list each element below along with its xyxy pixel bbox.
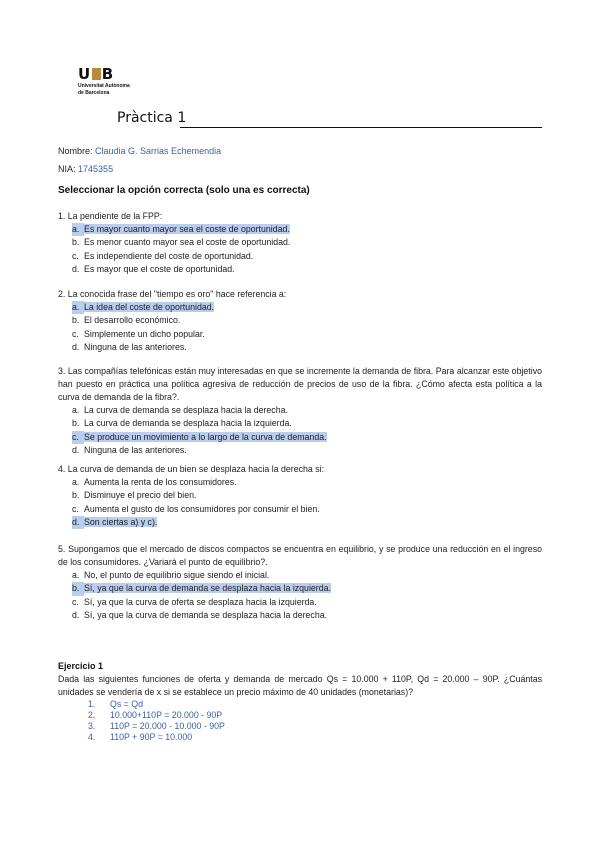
option-a[interactable]: a. La curva de demanda se desplaza hacia la derecha. [72,405,288,415]
step-item: 4. 110P + 90P = 10.000 [88,732,193,742]
logo-subtitle-2: de Barcelona [78,90,110,96]
option-c[interactable]: c. Es independiente del coste de oportunidad. [72,250,254,261]
question-3 [58,365,542,457]
solution-steps [58,699,542,743]
title-underline [180,127,542,128]
option-b[interactable]: b. El desarrollo económico. [72,315,181,326]
options-list [58,301,542,354]
option-c[interactable]: c. Se produce un movimiento a lo largo de la curva de demanda. [72,431,542,444]
question-1 [58,210,542,276]
title-row [117,108,542,132]
student-nia-row [58,164,113,174]
question-text: 5. Supongamos que el mercado de discos compactos se encuentra en equilibrio, y se produce una reducción en el ingreso de los consumidores. ¿Variará el punto de equilibrio?. [58,544,542,567]
logo-mark: U B [78,65,114,83]
logo-subtitle-1: Universitat Autònoma [78,83,130,89]
page-title: Pràctica 1 [117,110,187,126]
option-d[interactable]: d. Ninguna de las anteriores. [72,341,187,352]
university-logo [78,66,158,96]
option-a[interactable]: a. No, el punto de equilibrio sigue siendo el inicial. [72,570,270,580]
option-a[interactable]: a. La idea del coste de oportunidad. [72,301,542,314]
option-a[interactable]: a. Es mayor cuanto mayor sea el coste de oportunidad. [72,223,542,236]
nia-label: NIA: [58,164,76,174]
question-4 [58,463,542,529]
exercise-title: Ejercicio 1 [58,661,104,671]
question-5 [58,543,542,622]
option-b[interactable]: b. Sí, ya que la curva de demanda se desplaza hacia la izquierda. [72,582,542,595]
options-list [58,569,542,622]
question-text: 4. La curva de demanda de un bien se desplaza hacia la derecha si: [58,464,325,474]
step-item: 2. 10.000+110P = 20.000 - 90P [88,710,223,720]
option-c[interactable]: c. Sí, ya que la curva de oferta se desplaza hacia la izquierda. [72,596,317,607]
student-name-row [58,146,221,156]
options-list [58,476,542,529]
step-item: 1. Qs = Qd [88,699,144,709]
question-text: 1. La pendiente de la FPP: [58,211,163,221]
step-item: 3. 110P = 20.000 - 10.000 - 90P [88,721,225,731]
options-list [58,223,542,276]
option-d[interactable]: d. Es mayor que el coste de oportunidad. [72,263,235,274]
nia-value: 1745355 [78,164,114,174]
option-b[interactable]: b. Es menor cuanto mayor sea el coste de oportunidad. [72,237,291,248]
question-text: 2. La conocida frase del "tiempo es oro" hace referencia a: [58,289,287,299]
exercise-1 [58,660,542,743]
option-d[interactable]: d. Ninguna de las anteriores. [72,444,187,455]
instructions-heading: Seleccionar la opción correcta (solo una es correcta) [58,185,310,196]
options-list [58,404,542,457]
option-b[interactable]: b. La curva de demanda se desplaza hacia la izquierda. [72,418,292,429]
name-label: Nombre: [58,146,93,156]
option-d[interactable]: d. Sí, ya que la curva de demanda se desplaza hacia la derecha. [72,609,328,620]
question-2 [58,288,542,354]
option-a[interactable]: a. Aumenta la renta de los consumidores. [72,477,237,487]
option-c[interactable]: c. Simplemente un dicho popular. [72,328,205,339]
option-d[interactable]: d. Son ciertas a) y c). [72,516,542,529]
name-value: Claudia G. Sarrias Echemendia [95,146,222,156]
option-c[interactable]: c. Aumenta el gusto de los consumidores por consumir el bien. [72,503,320,514]
logo-accent-block [92,68,101,80]
question-text: 3. Las compañías telefónicas están muy interesadas en que se incremente la demanda de fibra. Para alcanzar este objetivo han puesto en práctica una política agresiva de reducción de precios de uso de la fibra. ¿Cómo afecta esta política a la curva de demanda de la fibra?. [58,366,542,402]
exercise-text: Dada las siguientes funciones de oferta y demanda de mercado Qs = 10.000 + 110P, Qd = 20.000 – 90P. ¿Cuántas unidades se vendería de x si se establece un precio máximo de 40 unidades (monetarias)? [58,674,542,697]
option-b[interactable]: b. Disminuye el precio del bien. [72,490,197,501]
